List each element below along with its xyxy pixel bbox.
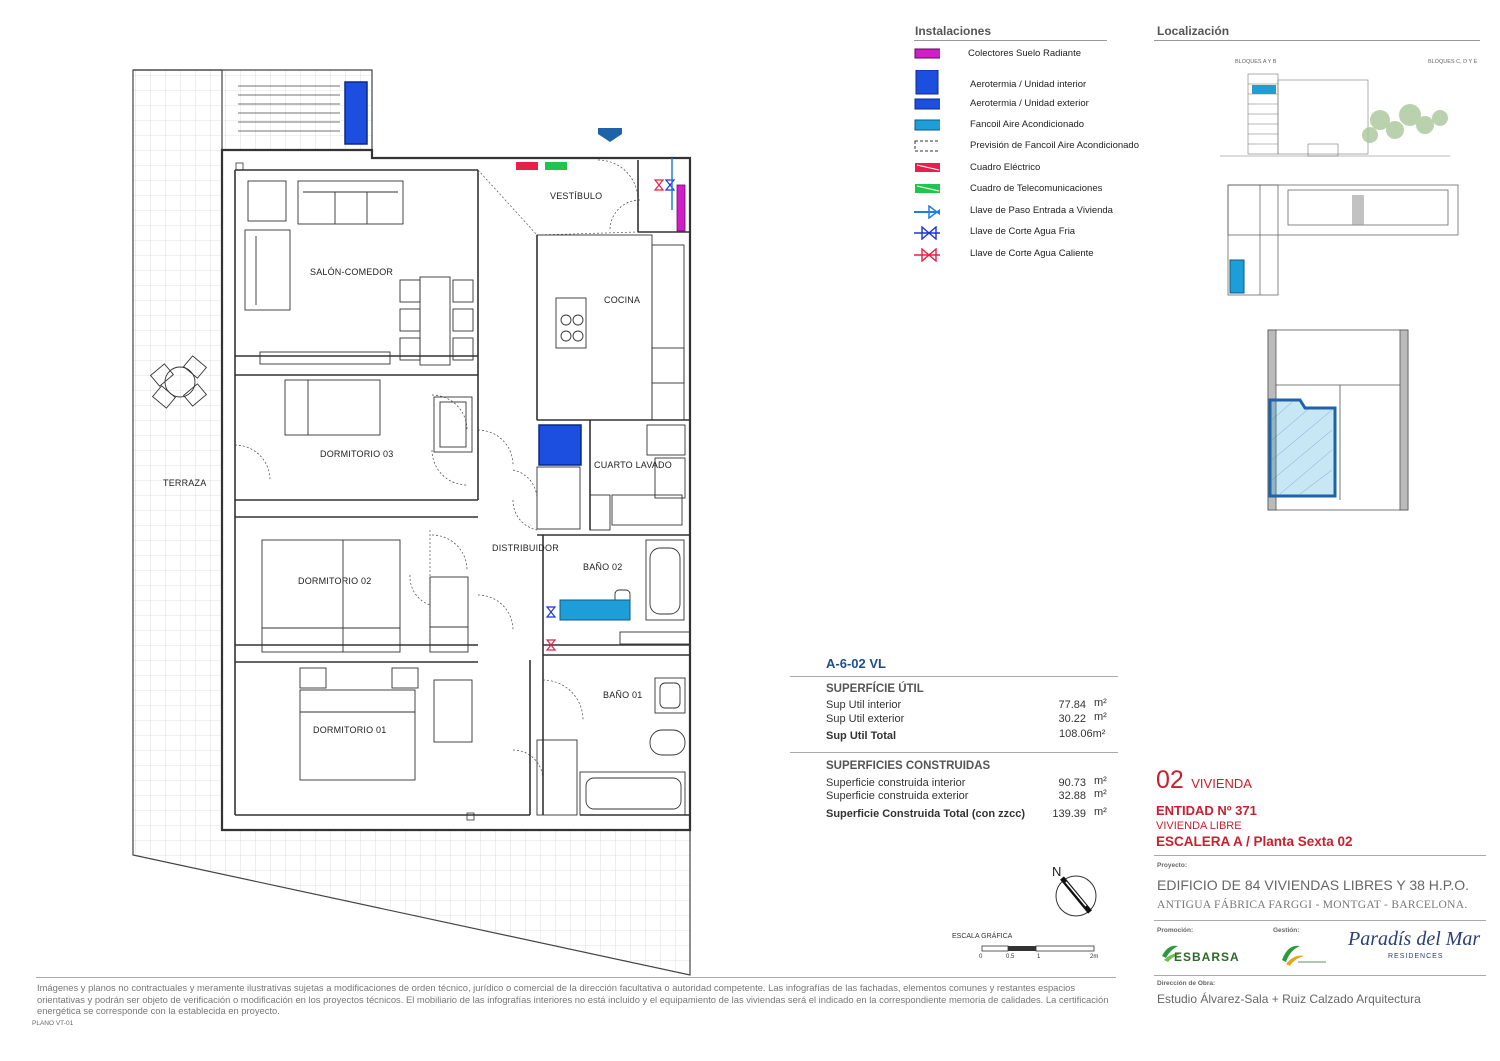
location-title: Localización [1157, 24, 1230, 38]
sup-cons-total-label: Superficie Construida Total (con zzcc) [826, 808, 1026, 820]
room-label-dorm3: DORMITORIO 03 [320, 449, 394, 459]
scale-tick-0: 0 [979, 954, 983, 960]
legend-label: Cuadro Eléctrico [970, 162, 1041, 173]
fancoil-provision-icon [914, 140, 940, 152]
main-valve-icon [914, 205, 940, 219]
residences-logo [1348, 928, 1481, 972]
vivienda-rule [1154, 855, 1486, 856]
proyecto-rule [1154, 920, 1486, 921]
sup-cons-exterior-value: 32.88 [1058, 790, 1086, 802]
aerothermal-indoor-unit-icon [914, 70, 940, 96]
superficies-construidas-title: SUPERFICIES CONSTRUIDAS [826, 760, 991, 772]
disclaimer: Imágenes y planos no contractuales y meramente ilustrativas sujetas a modificaciones de orden técnico, jurídico o comercial de la dirección facultativa o autoridad competente. Las infografías de las fachadas, elementos comunes y restantes espacios orientativas y podrán ser objeto de verificación o modificación en los proyectos técnicos. El mobiliario de las infografías interiores no está incluido y el equipamiento de las viviendas será el indicado en la correspondiente memoria de calidades. La certificación energética se corresponde con la establecida en proyecto. [37, 982, 1109, 1016]
telecom-panel-icon [914, 183, 940, 195]
esbarsa-brand: ESBARSA [1174, 950, 1240, 964]
room-label-dorm1: DORMITORIO 01 [313, 725, 387, 735]
direccion-label: Dirección de Obra: [1157, 980, 1216, 987]
legend-label: Llave de Corte Agua Fria [970, 226, 1076, 237]
legend-label: Cuadro de Telecomunicaciones [970, 183, 1103, 194]
sup-cons-interior-value: 90.73 [1058, 777, 1086, 789]
radiant-floor-collector-icon [914, 48, 940, 60]
room-label-cocina: COCINA [604, 295, 641, 305]
unit-rule-1 [790, 676, 1118, 677]
legend-label: Aerotermia / Unidad exterior [970, 98, 1089, 109]
room-label-dorm2: DORMITORIO 02 [298, 576, 372, 586]
scale-title: ESCALA GRÁFICA [952, 933, 1013, 940]
sup-cons-interior-unit: m² [1094, 775, 1107, 787]
sup-util-exterior-value: 30.22 [1058, 713, 1086, 725]
footer-rule [36, 977, 1116, 978]
sup-util-total-value: 108.06m² [1059, 728, 1106, 740]
bloques-right-label: BLOQUES C, D Y E [1428, 59, 1478, 65]
room-label-distribuidor: DISTRIBUIDOR [492, 543, 559, 553]
cold-water-valve-icon [914, 226, 940, 240]
plano-code: PLANO VT-01 [32, 1020, 74, 1027]
proyecto-name: EDIFICIO DE 84 VIVIENDAS LIBRES Y 38 H.P.O. [1157, 877, 1470, 893]
unit-rule-2 [790, 752, 1118, 753]
room-label-bano2: BAÑO 02 [583, 562, 623, 572]
north-label: N [1052, 864, 1062, 879]
logos-rule [1154, 975, 1486, 976]
sup-util-exterior-label: Sup Util exterior [826, 713, 905, 725]
gestion-logo-icon [1278, 940, 1328, 968]
promocion-label: Promoción: [1157, 927, 1194, 934]
fancoil-icon [914, 119, 940, 131]
residences-name: Paradís del Mar [1348, 928, 1481, 950]
direccion-value: Estudio Álvarez-Sala + Ruiz Calzado Arquitectura [1157, 992, 1421, 1006]
aerothermal-outdoor-unit-icon [914, 98, 940, 110]
scale-tick-1: 0.5 [1006, 954, 1015, 960]
legend-label: Colectores Suelo Radiante [968, 48, 1082, 59]
sup-cons-exterior-label: Superficie construida exterior [826, 790, 969, 802]
legend-label: Aerotermia / Unidad interior [970, 79, 1087, 90]
sup-util-interior-unit: m² [1094, 697, 1107, 709]
sup-util-interior-label: Sup Util interior [826, 699, 902, 711]
vivienda-heading [1156, 766, 1252, 795]
north-arrow-icon [1050, 872, 1102, 920]
legend-label: Llave de Corte Agua Caliente [970, 248, 1094, 259]
sup-cons-exterior-unit: m² [1094, 788, 1107, 800]
location-rule [1154, 40, 1480, 41]
esbarsa-logo [1160, 942, 1255, 966]
room-label-terraza: TERRAZA [163, 478, 207, 488]
vivienda-word: VIVIENDA [1191, 776, 1252, 791]
legend-label: Fancoil Aire Acondicionado [970, 119, 1085, 130]
location-diagrams [1200, 60, 1480, 520]
residences-sub: RESIDENCES [1388, 953, 1444, 960]
entidad: ENTIDAD Nº 371 [1156, 803, 1257, 818]
sup-cons-interior-label: Superficie construida interior [826, 777, 966, 789]
unit-code: A-6-02 VL [826, 656, 886, 671]
installations-title: Instalaciones [915, 24, 992, 38]
vivienda-tipo: VIVIENDA LIBRE [1156, 820, 1242, 832]
hot-water-valve-icon [914, 248, 940, 262]
bloques-left-label: BLOQUES A Y B [1235, 59, 1277, 65]
legend-label: Llave de Paso Entrada a Vivienda [970, 205, 1113, 216]
electrical-panel-icon [914, 162, 940, 174]
scale-tick-2: 1 [1037, 954, 1041, 960]
room-label-bano1: BAÑO 01 [603, 690, 643, 700]
scale-tick-3: 2m [1090, 954, 1099, 960]
sup-util-interior-value: 77.84 [1058, 699, 1086, 711]
superficie-util-title: SUPERFÍCIE ÚTIL [826, 683, 924, 695]
vivienda-number: 02 [1156, 766, 1184, 794]
sup-util-total-label: Sup Util Total [826, 730, 897, 742]
room-label-lavado: CUARTO LAVADO [594, 460, 672, 470]
proyecto-label: Proyecto: [1157, 862, 1187, 869]
sup-util-exterior-unit: m² [1094, 711, 1107, 723]
gestion-label: Gestión: [1273, 927, 1300, 934]
room-label-vestibulo: VESTÍBULO [550, 191, 603, 201]
installations-rule [914, 40, 1107, 41]
room-label-salon: SALÓN-COMEDOR [310, 267, 394, 277]
escalera: ESCALERA A / Planta Sexta 02 [1156, 834, 1353, 849]
legend-label: Previsión de Fancoil Aire Acondicionado [970, 140, 1139, 151]
proyecto-place: ANTIGUA FÁBRICA FARGGI - MONTGAT - BARCELONA. [1157, 899, 1468, 911]
sup-cons-total-unit: m² [1094, 806, 1107, 818]
sup-cons-total-value: 139.39 [1052, 808, 1086, 820]
